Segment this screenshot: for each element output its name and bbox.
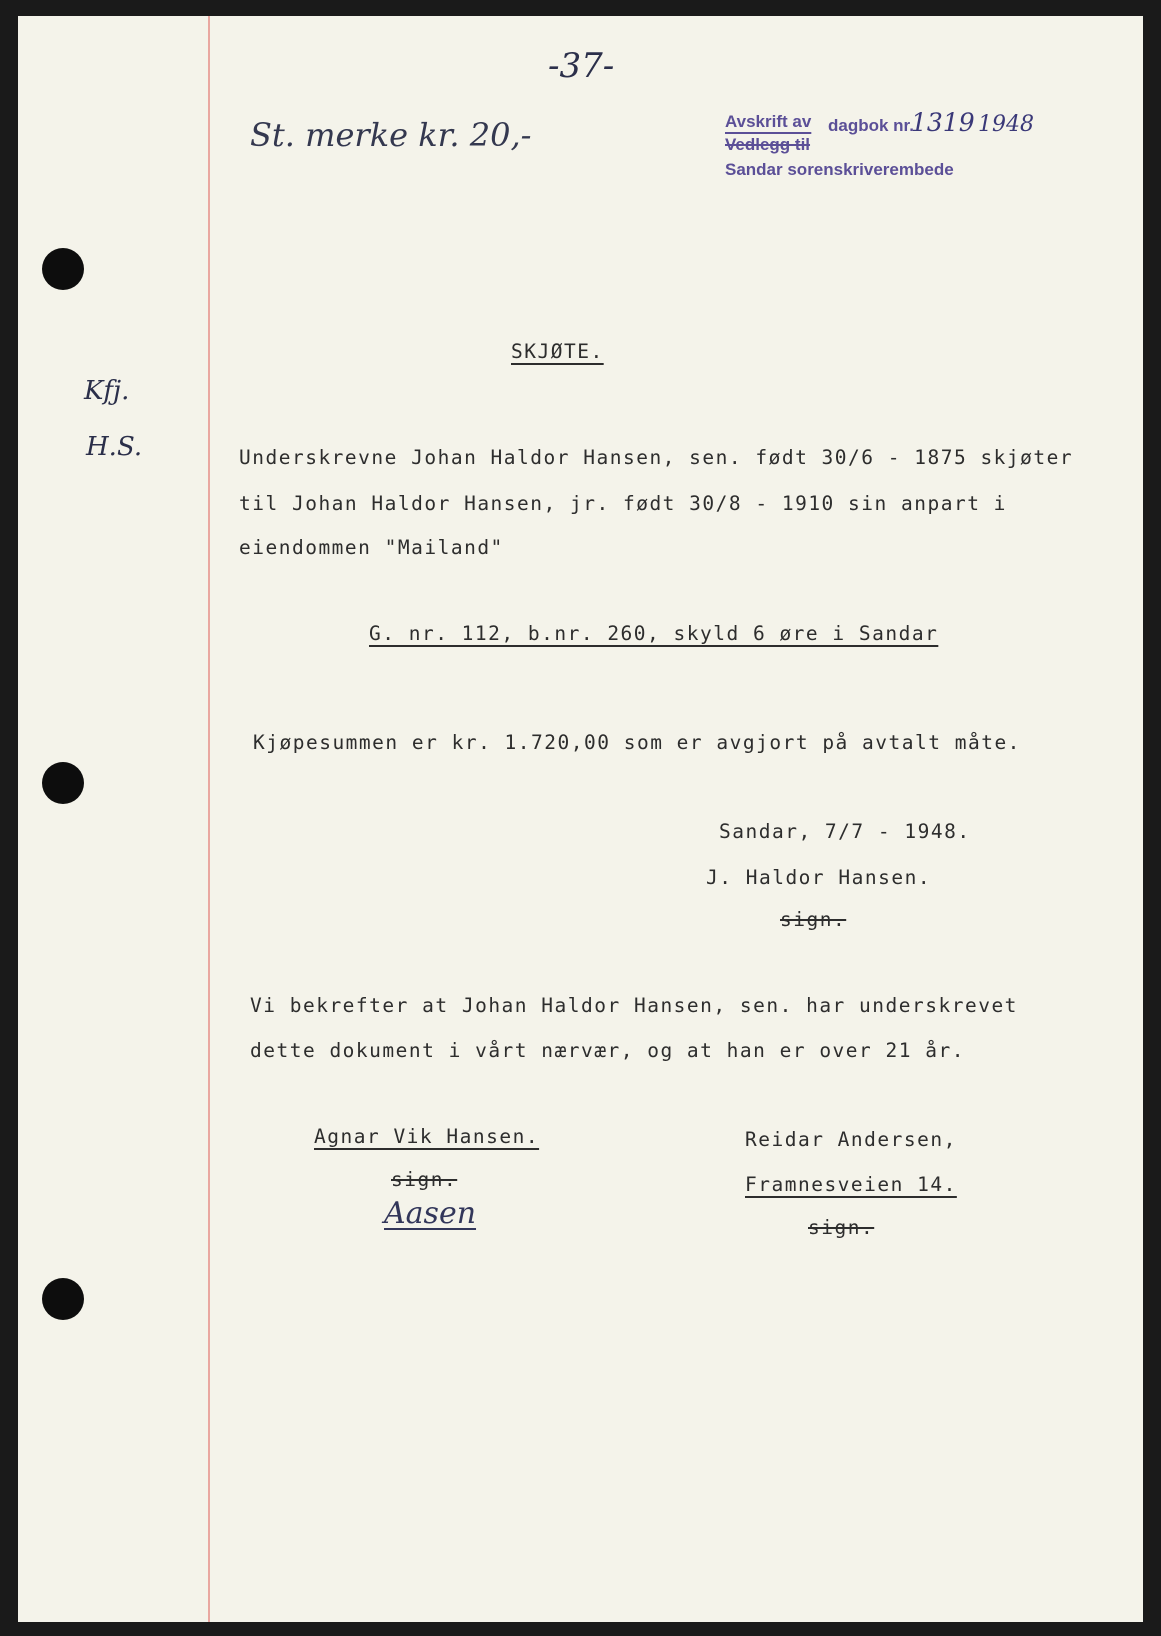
property-line: G. nr. 112, b.nr. 260, skyld 6 øre i Sandar <box>369 622 939 645</box>
punch-hole <box>42 1278 84 1320</box>
witness1-sign: sign. <box>391 1168 458 1191</box>
stamp-line1: Avskrift av <box>725 112 812 131</box>
document-title: SKJØTE. <box>511 340 604 363</box>
witness1-name: Agnar Vik Hansen. <box>314 1125 540 1148</box>
witness1-handwritten-signature: Aasen <box>384 1196 477 1231</box>
page-number: -37- <box>548 46 615 86</box>
stamp-line1b: dagbok nr. <box>828 116 914 135</box>
stamp-duty-note: St. merke kr. 20,- <box>250 116 532 154</box>
witness2-sign: sign. <box>808 1216 875 1239</box>
journal-year: 1948 <box>978 112 1034 137</box>
witness-line: dette dokument i vårt nærvær, og at han er over 21 år. <box>250 1039 965 1062</box>
stamp-line3: Sandar sorenskriverembede <box>725 160 954 179</box>
place-date: Sandar, 7/7 - 1948. <box>719 820 971 843</box>
margin-initials-1: Kfj. <box>84 376 130 406</box>
signer-sign: sign. <box>780 908 847 931</box>
body-line: til Johan Haldor Hansen, jr. født 30/8 - 1910 sin anpart i <box>239 492 1007 515</box>
journal-number: 1319 <box>911 108 975 137</box>
witness2-name: Reidar Andersen, <box>745 1128 957 1151</box>
document-page <box>18 16 1143 1622</box>
price-line: Kjøpesummen er kr. 1.720,00 som er avgjort på avtalt måte. <box>253 731 1021 754</box>
margin-rule <box>208 16 210 1622</box>
stamp-line2: Vedlegg til <box>725 135 811 154</box>
signer-name: J. Haldor Hansen. <box>706 866 932 889</box>
punch-hole <box>42 248 84 290</box>
margin-initials-2: H.S. <box>86 432 143 462</box>
body-line: eiendommen "Mailand" <box>239 536 504 559</box>
witness2-address: Framnesveien 14. <box>745 1173 957 1196</box>
punch-hole <box>42 762 84 804</box>
body-line: Underskrevne Johan Haldor Hansen, sen. født 30/6 - 1875 skjøter <box>239 446 1074 469</box>
witness-line: Vi bekrefter at Johan Haldor Hansen, sen. har underskrevet <box>250 994 1018 1017</box>
